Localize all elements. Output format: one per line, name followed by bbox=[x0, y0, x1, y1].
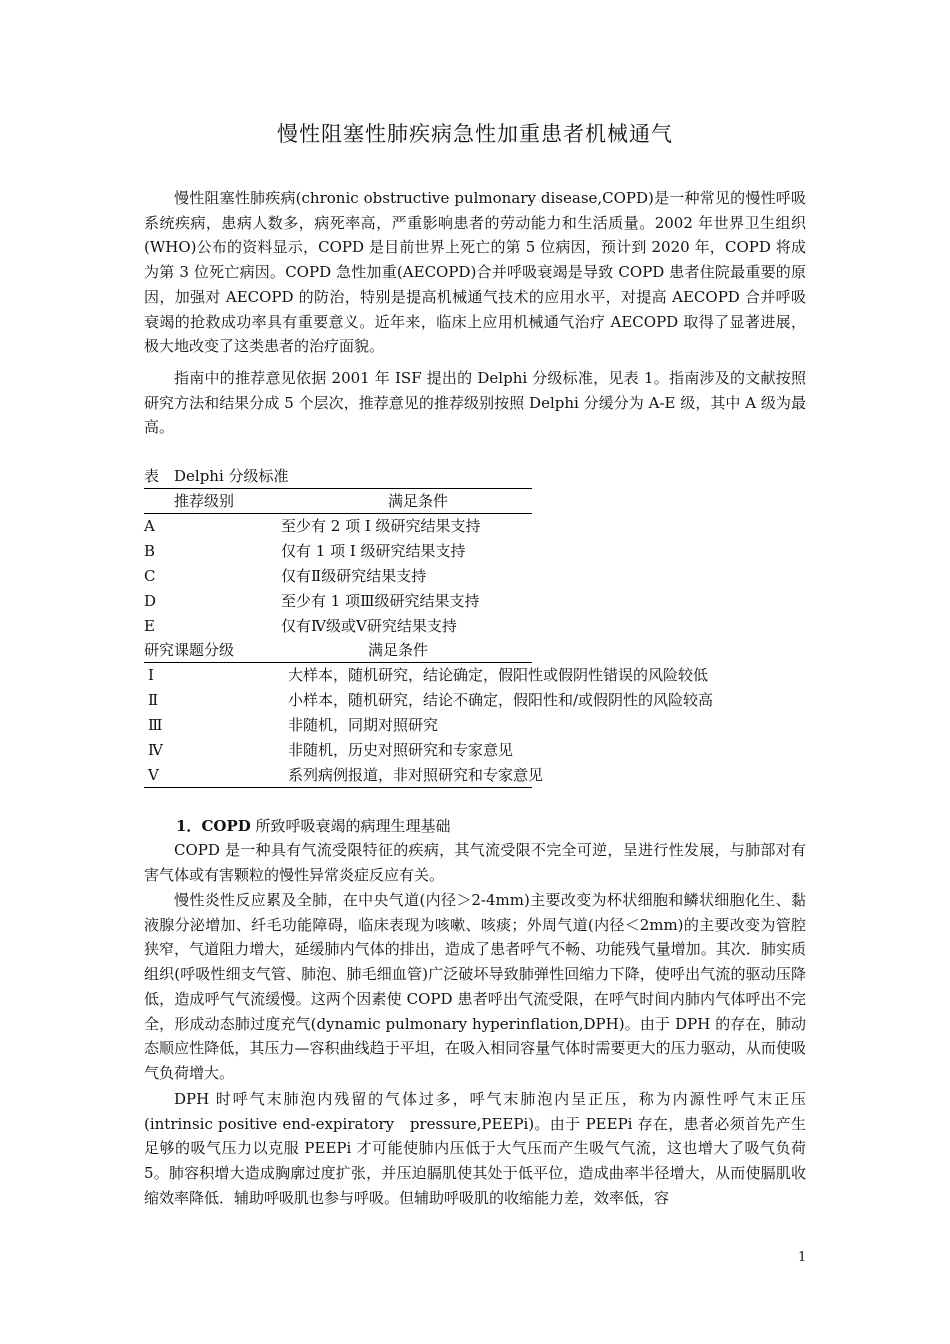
criteria-cell: 至少有 2 项 I 级研究结果支持 bbox=[281, 517, 481, 535]
guideline-paragraph: 指南中的推荐意见依据 2001 年 ISF 提出的 Delphi 分级标准，见表 1。指南涉及的文献按照研究方法和结果分成 5 个层次，推荐意见的推荐级别按照 Delphi 分缓分为 A-E 级，其中 A 级为最高。 bbox=[144, 369, 806, 437]
grade-cell: D bbox=[144, 592, 157, 610]
level-cell: Ⅰ bbox=[148, 666, 154, 684]
level-cell: Ⅱ bbox=[148, 691, 159, 709]
grade-cell: C bbox=[144, 567, 156, 585]
section-heading bbox=[176, 814, 451, 838]
header-criteria: 满足条件 bbox=[388, 492, 449, 510]
level-cell: Ⅳ bbox=[148, 741, 163, 759]
criteria-cell: 非随机，同期对照研究 bbox=[288, 716, 439, 734]
criteria-cell: 非随机，历史对照研究和专家意见 bbox=[288, 741, 514, 759]
criteria-cell: 大样本，随机研究，结论确定，假阳性或假阴性错误的风险较低 bbox=[288, 666, 709, 684]
intro-paragraph: 慢性阻塞性肺疾病(chronic obstructive pulmonary disease,COPD)是一种常见的慢性呼吸系统疾病，患病人数多，病死率高，严重影响患者的劳动能力和生活质量。2002 年世界卫生组织(WHO)公布的资料显示，COPD 是目前世界上死亡的第 5 位病因，预计到 2020 年，COPD 将成为第 3 位死亡病因。COPD 急性加重(AECOPD)合并呼吸衰竭是导致 COPD 患者住院最重要的原因，加强对 AECOPD 的防治，特别是提高机械通气技术的应用水平，对提高 AECOPD 合并呼吸衰竭的抢救成功率具有重要意义。近年来，临床上应用机械通气治疗 AECOPD 取得了显著进展，极大地改变了这类患者的治疗面貌。 bbox=[144, 189, 806, 356]
criteria-cell: 仅有 1 项 I 级研究结果支持 bbox=[281, 542, 466, 560]
peepi-paragraph: DPH 时呼气末肺泡内残留的气体过多，呼气末肺泡内呈正压，称为内源性呼气末正压(intrinsic positive end-expiratory pressure,PEEPi)。由于 PEEPi 存在，患者必须首先产生足够的吸气压力以克服 PEEPi 才可能使肺内压低于大气压而产生吸气气流，这也增大了吸气负荷 5。肺容积增大造成胸廓过度扩张，并压迫膈肌使其处于低平位，造成曲率半径增大，从而使膈肌收缩效率降低．辅助呼吸肌也参与呼吸。但辅助呼吸肌的收缩能力差，效率低，容 bbox=[144, 1090, 806, 1207]
table-caption: 表 Delphi 分级标准 bbox=[144, 467, 289, 485]
criteria-cell: 小样本，随机研究，结论不确定，假阳性和/或假阴性的风险较高 bbox=[288, 691, 714, 709]
header-study-level: 研究课题分级 bbox=[144, 641, 235, 659]
criteria-cell: 仅有Ⅱ级研究结果支持 bbox=[281, 567, 427, 585]
grade-cell: A bbox=[144, 517, 155, 535]
grade-cell: B bbox=[144, 542, 156, 560]
section-number: 1． bbox=[176, 817, 202, 835]
grade-cell: E bbox=[144, 617, 155, 635]
criteria-cell: 仅有Ⅳ级或Ⅴ研究结果支持 bbox=[281, 617, 457, 635]
table-bottom-rule bbox=[144, 787, 532, 788]
document-title: 慢性阻塞性肺疾病急性加重患者机械通气 bbox=[277, 122, 673, 146]
copd-definition-paragraph: COPD 是一种具有气流受限特征的疾病，其气流受限不完全可逆，呈进行性发展，与肺部对有害气体或有害颗粒的慢性异常炎症反应有关。 bbox=[144, 841, 806, 884]
page-number: 1 bbox=[798, 1250, 807, 1265]
level-cell: Ⅲ bbox=[148, 716, 163, 734]
criteria-cell: 系列病例报道，非对照研究和专家意见 bbox=[288, 766, 544, 784]
section-heading-bold: COPD bbox=[201, 817, 251, 835]
level-cell: Ⅴ bbox=[148, 766, 159, 784]
header-criteria-2: 满足条件 bbox=[368, 641, 429, 659]
header-recommendation-level: 推荐级别 bbox=[174, 492, 235, 510]
section-heading-text: 所致呼吸衰竭的病理生理基础 bbox=[250, 817, 451, 835]
criteria-cell: 至少有 1 项Ⅲ级研究结果支持 bbox=[281, 592, 480, 610]
inflammation-paragraph: 慢性炎性反应累及全肺，在中央气道(内径＞2-4mm)主要改变为杯状细胞和鳞状细胞化生、黏液腺分泌增加、纤毛功能障碍，临床表现为咳嗽、咳痰；外周气道(内径＜2mm)的主要改变为管腔狭窄，气道阻力增大，延缓肺内气体的排出，造成了患者呼气不畅、功能残气量增加。其次．肺实质组织(呼吸性细支气管、肺泡、肺毛细血管)广泛破坏导致肺弹性回缩力下降，使呼出气流的驱动压降低，造成呼气气流缓慢。这两个因素使 COPD 患者呼出气流受限，在呼气时间内肺内气体呼出不完全，形成动态肺过度充气(dynamic pulmonary hyperinflation,DPH)。由于 DPH 的存在，肺动态顺应性降低，其压力—容积曲线趋于平坦，在吸入相同容量气体时需要更大的压力驱动，从而使吸气负荷增大。 bbox=[144, 891, 806, 1082]
